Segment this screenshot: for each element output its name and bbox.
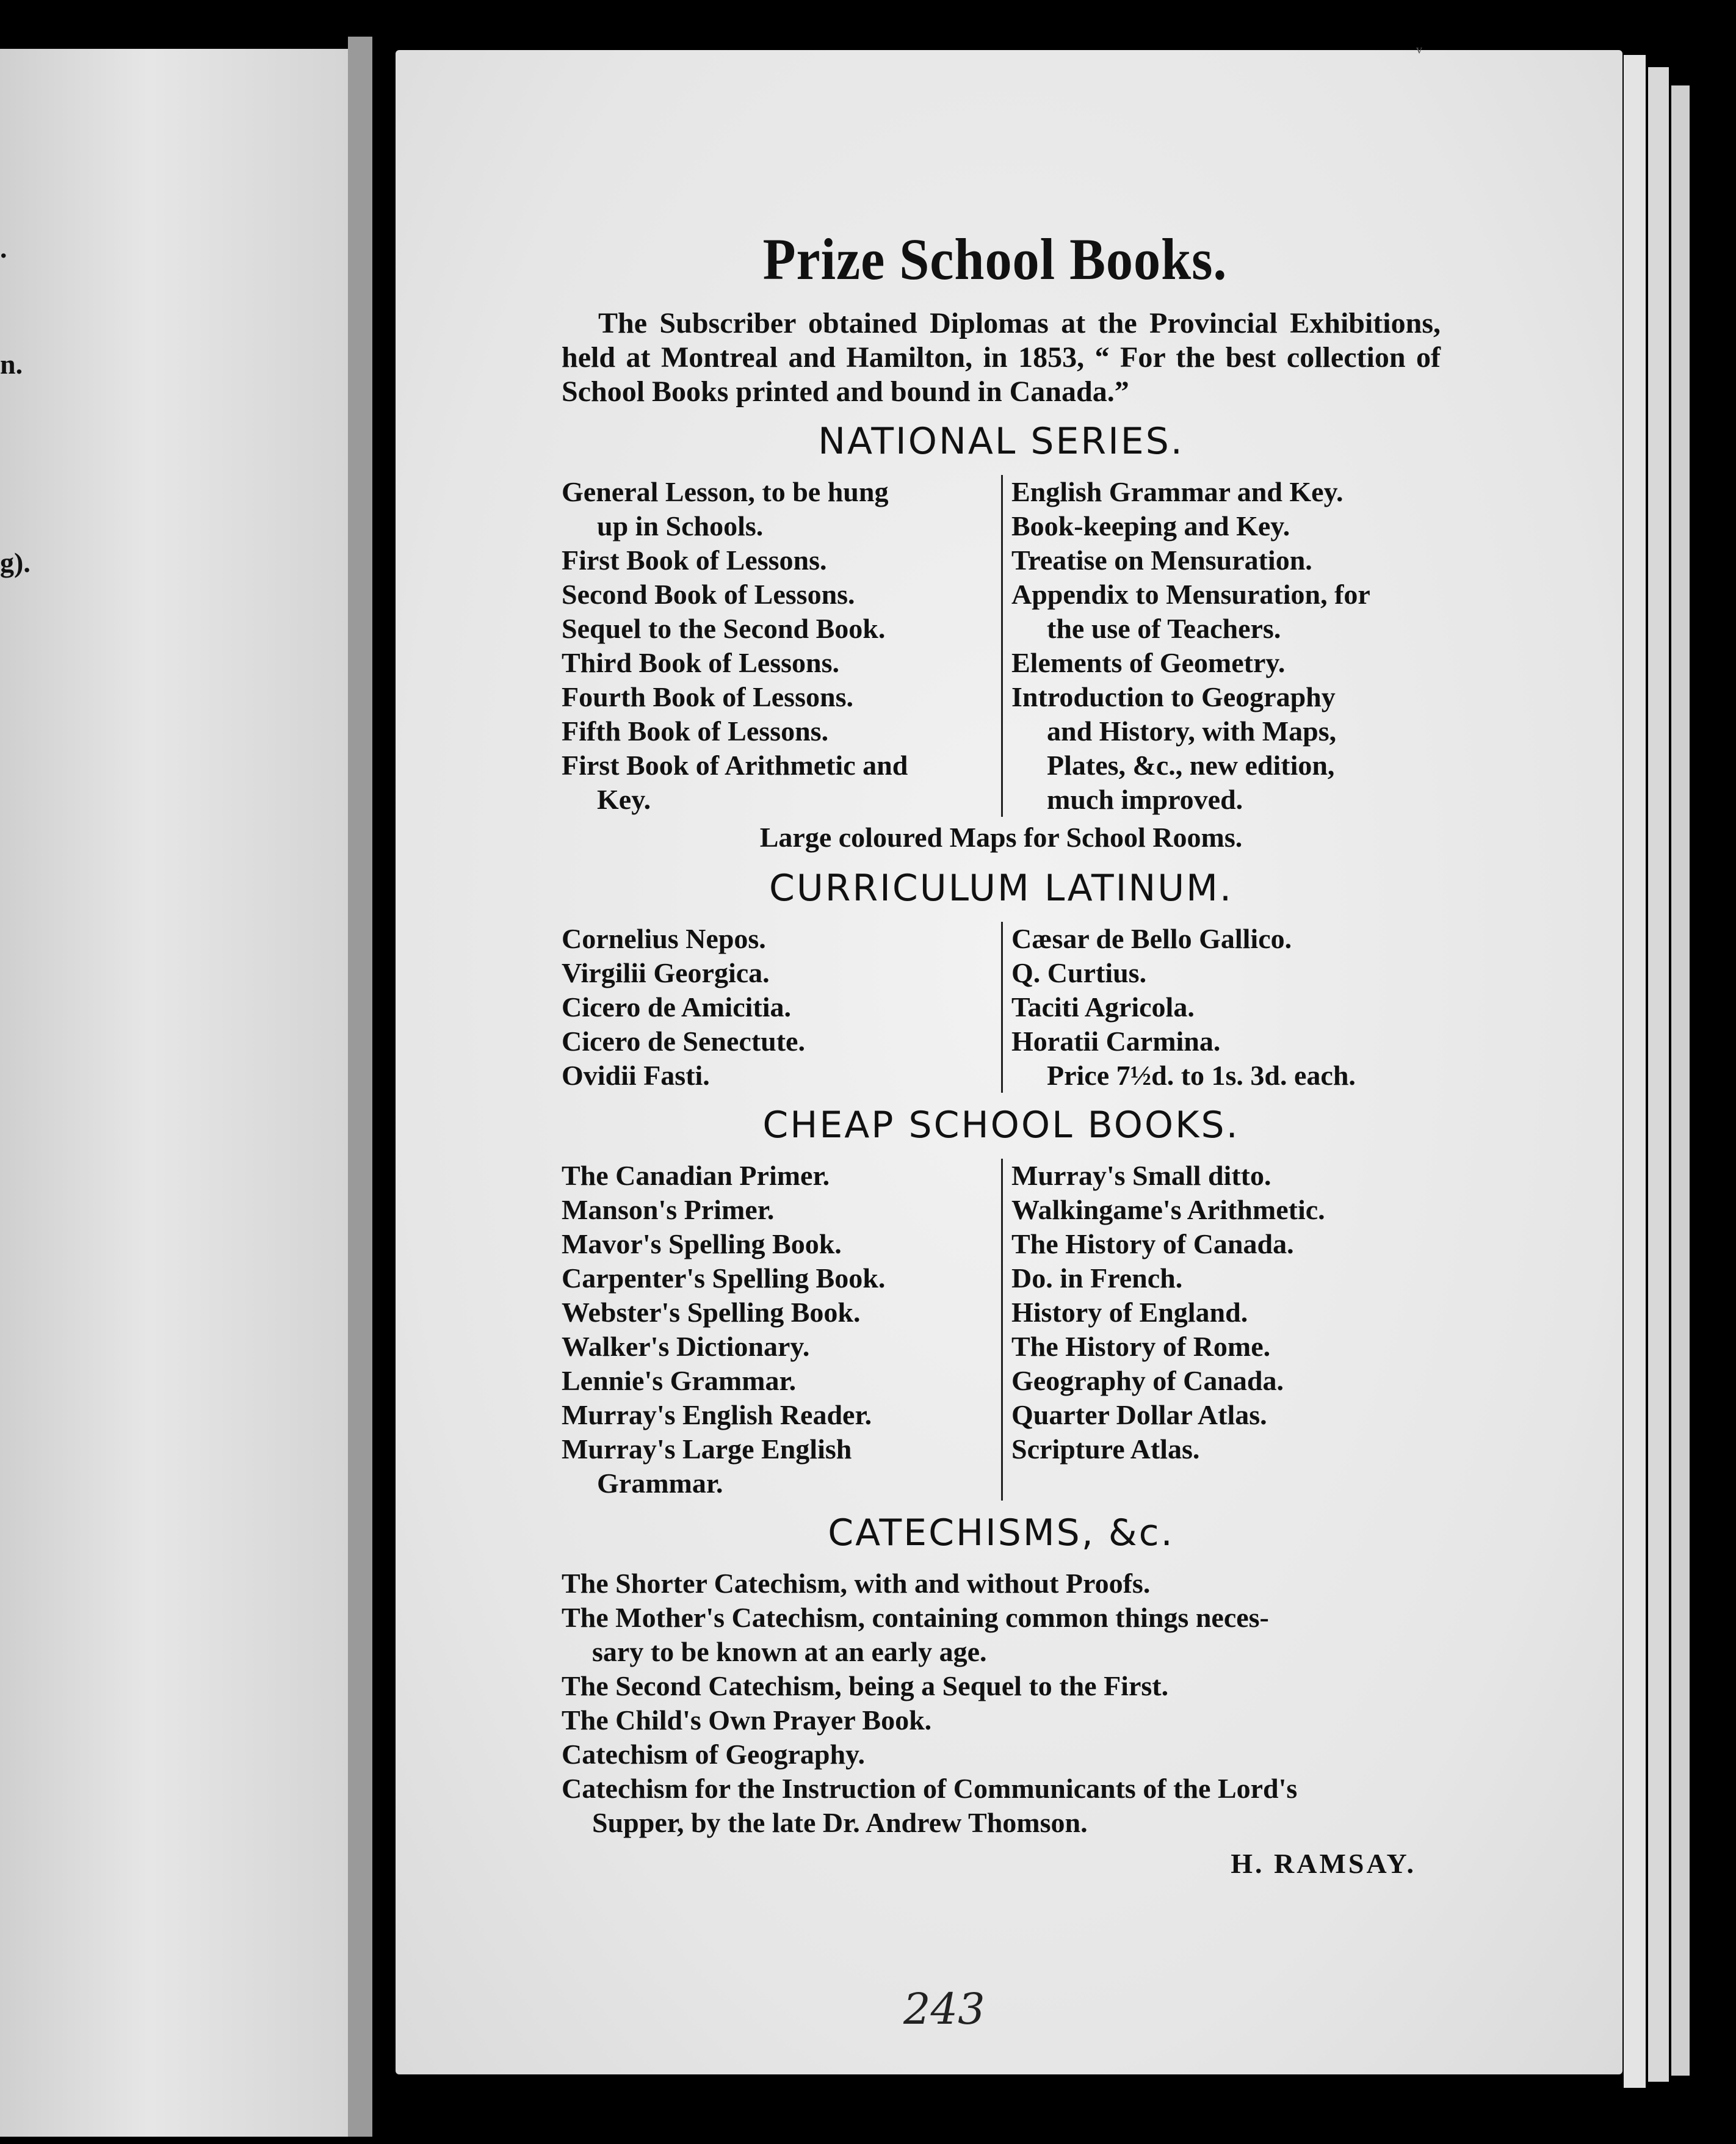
- book-entry: [1011, 1364, 1441, 1398]
- book-entry-text: Geography of Canada.: [1011, 1365, 1284, 1396]
- book-entry: [1011, 509, 1441, 543]
- book-entry: [1011, 1193, 1441, 1227]
- book-entry-text: Introduction to Geography: [1011, 681, 1336, 712]
- section-heading-latin: CURRICULUM LATINUM.: [769, 867, 1234, 910]
- book-entry: [562, 1398, 990, 1432]
- book-entry: [1011, 475, 1441, 509]
- book-entry: [1011, 1295, 1441, 1330]
- book-entry-text: Murray's Large English: [562, 1433, 852, 1465]
- page-content: [562, 226, 1441, 1880]
- book-entry: Taciti Agricola.: [1011, 991, 1195, 1023]
- book-entry: Virgilii Georgica.: [562, 957, 770, 988]
- book-entry: [1011, 783, 1441, 817]
- book-entry-text: The Second Catechism, being a Sequel to the First.: [562, 1670, 1169, 1701]
- book-entry: [1011, 1398, 1441, 1432]
- book-entry-continuation: Plates, &c., new edition,: [1047, 750, 1335, 781]
- book-entry-text: Manson's Primer.: [562, 1194, 775, 1225]
- book-entry: [562, 612, 990, 646]
- page-edge: [1671, 85, 1690, 2076]
- book-entry: Cornelius Nepos.: [562, 923, 766, 954]
- facing-page-fragment: .: [0, 233, 7, 264]
- book-entry-text: The History of Rome.: [1011, 1331, 1271, 1362]
- book-entry-continuation: Grammar.: [597, 1468, 723, 1499]
- book-entry-text: Catechism of Geography.: [562, 1739, 866, 1770]
- page-edge: [1624, 55, 1646, 2088]
- book-entry-text: Murray's English Reader.: [562, 1399, 872, 1430]
- book-entry: [1011, 543, 1441, 578]
- book-entry-continuation: and History, with Maps,: [1047, 715, 1337, 747]
- book-entry-text: History of England.: [1011, 1297, 1248, 1328]
- maps-note: Large coloured Maps for School Rooms.: [759, 822, 1243, 853]
- latin-right-column: [1001, 922, 1441, 1093]
- facing-page-fragment: g).: [0, 547, 31, 578]
- book-entry: Cicero de Senectute.: [562, 1026, 805, 1057]
- book-entry: [562, 1432, 990, 1501]
- book-entry-text: First Book of Arithmetic and: [562, 750, 908, 781]
- book-entry: [562, 1159, 990, 1193]
- book-entry-text: Do. in French.: [1011, 1262, 1183, 1294]
- book-entry-text: The Shorter Catechism, with and without Proofs.: [562, 1568, 1151, 1599]
- book-entry: [1011, 1432, 1441, 1466]
- book-entry: [562, 475, 990, 543]
- latin-left-column: [562, 922, 1001, 1093]
- handwritten-folio-number: 243: [903, 1984, 985, 2034]
- book-entry-text: Treatise on Mensuration.: [1011, 545, 1312, 576]
- book-entry-text: Second Book of Lessons.: [562, 579, 855, 610]
- book-entry-continuation: much improved.: [1047, 784, 1243, 815]
- book-entry: [1011, 748, 1441, 783]
- cheap-books-columns: [562, 1159, 1441, 1501]
- book-entry-text: Walkingame's Arithmetic.: [1011, 1194, 1325, 1225]
- book-entry-continuation: the use of Teachers.: [1047, 613, 1281, 644]
- section-heading-national: NATIONAL SERIES.: [818, 420, 1184, 463]
- corner-mark: ᵛ: [1416, 42, 1422, 64]
- book-entry: [562, 1703, 1441, 1737]
- facing-page-fragment: n.: [0, 349, 23, 380]
- book-entry: [562, 1601, 1441, 1669]
- book-entry: Q. Curtius.: [1011, 957, 1147, 988]
- book-entry: [562, 1227, 990, 1261]
- book-entry-continuation: Supper, by the late Dr. Andrew Thomson.: [592, 1807, 1088, 1838]
- book-entry-text: Fifth Book of Lessons.: [562, 715, 829, 747]
- section-heading-catechisms: CATECHISMS, &c.: [828, 1512, 1174, 1554]
- book-entry: [562, 714, 990, 748]
- book-entry: [562, 578, 990, 612]
- book-entry: [562, 1295, 990, 1330]
- catechisms-list: [562, 1566, 1441, 1840]
- intro-paragraph: The Subscriber obtained Diplomas at the Provincial Exhibitions, held at Montreal and Hamilton, in 1853, “ For the best collection of School Books printed and bound in Canada.”: [562, 307, 1441, 408]
- book-entry-text: The Canadian Primer.: [562, 1160, 830, 1191]
- book-entry-text: Webster's Spelling Book.: [562, 1297, 861, 1328]
- latin-price-note: Price 7½d. to 1s. 3d. each.: [1047, 1060, 1356, 1091]
- book-entry: [562, 1772, 1441, 1840]
- book-entry: [1011, 680, 1441, 748]
- book-gutter: [372, 0, 397, 2144]
- book-entry-text: Scripture Atlas.: [1011, 1433, 1200, 1465]
- book-entry-text: English Grammar and Key.: [1011, 476, 1344, 507]
- book-entry: [1011, 1330, 1441, 1364]
- book-entry-text: Lennie's Grammar.: [562, 1365, 797, 1396]
- book-entry-text: Third Book of Lessons.: [562, 647, 840, 678]
- book-entry: Ovidii Fasti.: [562, 1060, 710, 1091]
- book-entry: Cæsar de Bello Gallico.: [1011, 923, 1292, 954]
- book-entry: [1011, 646, 1441, 680]
- book-entry-text: The Mother's Catechism, containing common things neces-: [562, 1602, 1269, 1633]
- book-entry: [1011, 1159, 1441, 1193]
- national-right-column: [1001, 475, 1441, 817]
- book-entry-text: Mavor's Spelling Book.: [562, 1228, 842, 1259]
- book-entry-text: Quarter Dollar Atlas.: [1011, 1399, 1267, 1430]
- book-entry-text: Carpenter's Spelling Book.: [562, 1262, 886, 1294]
- book-entry: [562, 1330, 990, 1364]
- book-entry: [562, 1737, 1441, 1772]
- book-entry: [562, 646, 990, 680]
- national-series-columns: [562, 475, 1441, 817]
- book-entry-text: First Book of Lessons.: [562, 545, 827, 576]
- book-entry-continuation: sary to be known at an early age.: [592, 1636, 987, 1667]
- book-entry-text: Murray's Small ditto.: [1011, 1160, 1271, 1191]
- book-entry-text: General Lesson, to be hung: [562, 476, 889, 507]
- book-entry: Horatii Carmina.: [1011, 1026, 1221, 1057]
- book-entry: [562, 680, 990, 714]
- book-entry: [1011, 1261, 1441, 1295]
- book-entry-text: Appendix to Mensuration, for: [1011, 579, 1370, 610]
- book-entry-continuation: Key.: [597, 784, 651, 815]
- book-entry-text: Book-keeping and Key.: [1011, 510, 1290, 541]
- book-entry: [562, 748, 990, 817]
- publisher-signature: H. RAMSAY.: [1231, 1848, 1416, 1879]
- book-entry: [562, 1261, 990, 1295]
- cheap-right-column: [1001, 1159, 1441, 1501]
- book-entry: Cicero de Amicitia.: [562, 991, 791, 1023]
- book-entry: [562, 1364, 990, 1398]
- book-entry: [562, 1193, 990, 1227]
- book-entry-text: Fourth Book of Lessons.: [562, 681, 853, 712]
- page-edge: [1648, 67, 1669, 2082]
- page-title: Prize School Books.: [762, 226, 1228, 292]
- book-entry-text: Catechism for the Instruction of Communicants of the Lord's: [562, 1773, 1298, 1804]
- book-entry: [1011, 1227, 1441, 1261]
- latin-columns: [562, 922, 1441, 1093]
- cheap-left-column: [562, 1159, 1001, 1501]
- facing-page: [0, 49, 372, 2137]
- book-entry: [562, 1566, 1441, 1601]
- book-entry-text: Sequel to the Second Book.: [562, 613, 886, 644]
- book-entry: [1011, 578, 1441, 646]
- book-entry-text: Elements of Geometry.: [1011, 647, 1286, 678]
- section-heading-cheap: CHEAP SCHOOL BOOKS.: [762, 1104, 1240, 1146]
- book-entry-continuation: up in Schools.: [597, 510, 764, 541]
- book-entry: [562, 543, 990, 578]
- book-entry-text: The Child's Own Prayer Book.: [562, 1704, 932, 1736]
- book-entry-text: The History of Canada.: [1011, 1228, 1294, 1259]
- book-entry: [562, 1669, 1441, 1703]
- national-left-column: [562, 475, 1001, 817]
- book-entry-text: Walker's Dictionary.: [562, 1331, 810, 1362]
